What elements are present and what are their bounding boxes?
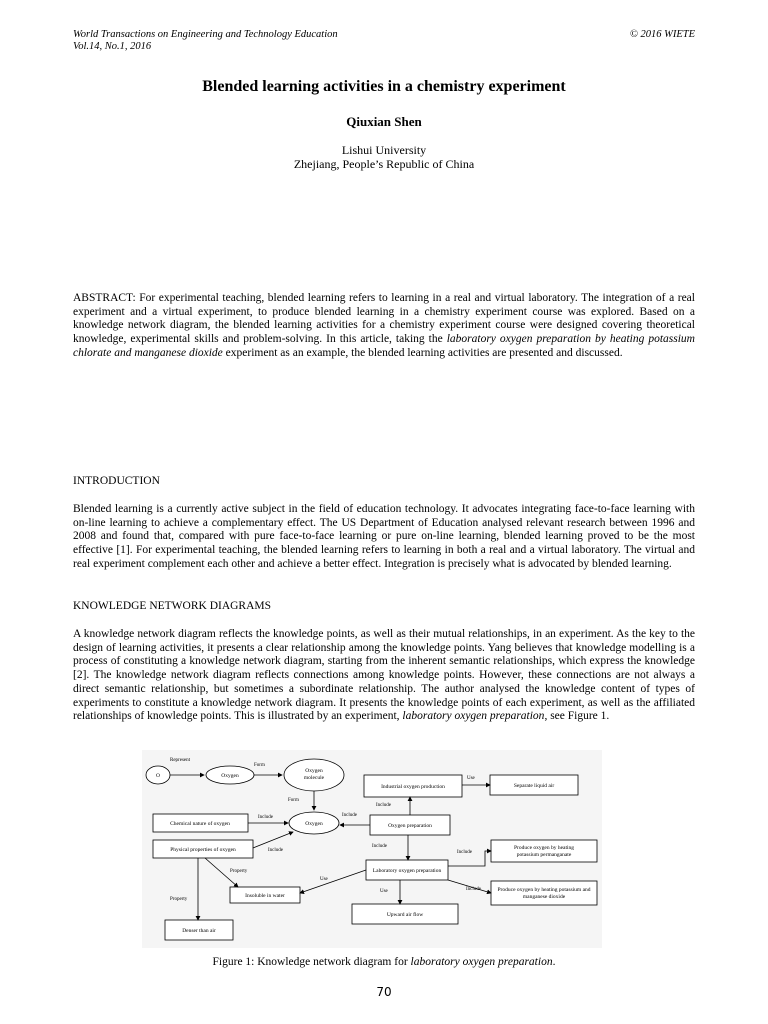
label-form-top: Form: [254, 763, 265, 768]
node-oxygen-mid-label: Oxygen: [305, 821, 323, 827]
knowledge-text-1: A knowledge network diagram reflects the knowledge points, as well as their mutual relationships, in an experiment. As the key to the design of learning activities, it presents a clear relationship among the knowledge points. Yang believes that knowledge modelling is a process of constituting a knowledge network diagram, starting from the inherent semantic relationships, which express the knowledge [2]. The knowledge network diagram reflects connections among knowledge points. However, these connections are not always a direct semantic relationship, but sometimes a subordinate relationship. The author analysed the knowledge content of types of experiments to constitute a knowledge network diagram. It presents the knowledge points of each experiment, as well as the affiliated relationships of knowledge points. This is illustrated by an experiment,: [73, 628, 695, 723]
copyright: © 2016 WIETE: [629, 29, 695, 40]
node-denser-label: Denser than air: [182, 928, 216, 934]
abstract-text-1: ABSTRACT: For experimental teaching, blended learning refers to learning in a real and virtual laboratory. The integration of a real experiment and a virtual experiment, to produce blended learning in a chemistry experiment course was explored. Based on a knowledge network diagram, the blended learning activities for a chemistry experiment course were designed covering theoretical knowledge, experimental skills and problem-solving. In this article, taking the: [73, 292, 695, 346]
paper-author: Qiuxian Shen: [346, 114, 422, 129]
node-oxygen-top-label: Oxygen: [221, 773, 239, 779]
label-include-chlor: Include: [466, 887, 481, 892]
label-use-upward: Use: [380, 889, 388, 894]
node-produce-chlorate: [491, 881, 597, 905]
paper-title: Blended learning activities in a chemistry experiment: [202, 78, 566, 95]
label-include-prep: Include: [342, 813, 357, 818]
label-property-1: Property: [230, 869, 248, 874]
node-produce-permanganate-label-2: potassium permanganate: [516, 852, 572, 858]
node-separate-liquid-label: Separate liquid air: [513, 783, 555, 789]
label-use-ind: Use: [467, 776, 475, 781]
caption-suffix: .: [552, 956, 556, 968]
node-o-label: O: [156, 773, 160, 779]
label-include-lab: Include: [372, 844, 387, 849]
label-include-ind: Include: [376, 803, 391, 808]
node-produce-chlorate-label-2: manganese dioxide: [522, 894, 566, 900]
journal-name: World Transactions on Engineering and Technology Education: [73, 29, 338, 40]
node-produce-permanganate: [491, 840, 597, 862]
knowledge-text-2: , see Figure 1.: [544, 710, 610, 723]
label-form-down: Form: [288, 798, 299, 803]
knowledge-heading: KNOWLEDGE NETWORK DIAGRAMS: [73, 600, 272, 612]
affiliation-line-2: Zhejiang, People’s Republic of China: [293, 157, 475, 171]
node-lab-preparation-label: Laboratory oxygen preparation: [372, 868, 442, 874]
abstract-text-2: experiment as an example, the blended learning activities are presented and discussed.: [222, 346, 623, 359]
node-chemical-nature-label: Chemical nature of oxygen: [170, 821, 230, 827]
caption-prefix: Figure 1: Knowledge network diagram for: [212, 956, 411, 968]
node-oxygen-molecule-label-2: molecule: [303, 775, 325, 781]
node-oxygen-molecule-label-1: Oxygen: [305, 768, 323, 774]
caption-italic: laboratory oxygen preparation: [410, 956, 553, 968]
figure-caption: [0, 956, 768, 968]
label-property-2: Property: [170, 897, 188, 902]
journal-header: [73, 29, 338, 53]
affiliation: [0, 143, 768, 171]
node-upward-air-label: Upward air flow: [386, 912, 424, 918]
node-physical-properties-label: Physical properties of oxygen: [170, 847, 236, 853]
journal-volume: Vol.14, No.1, 2016: [73, 41, 152, 52]
label-represent: Represent: [170, 758, 190, 763]
label-include-perm: Include: [457, 850, 472, 855]
affiliation-line-1: Lishui University: [341, 143, 427, 157]
node-produce-permanganate-label-1: Produce oxygen by heating: [513, 845, 575, 851]
label-include-phys: Include: [268, 848, 283, 853]
page-number: 70: [376, 985, 392, 999]
introduction-heading: INTRODUCTION: [73, 475, 160, 487]
label-use-lab: Use: [320, 877, 328, 882]
node-industrial-label: Industrial oxygen production: [381, 784, 445, 790]
label-include-chem: Include: [258, 815, 273, 820]
node-produce-chlorate-label-1: Produce oxygen by heating potassium and: [497, 887, 591, 893]
knowledge-text: [73, 628, 695, 724]
knowledge-network-diagram: [142, 750, 602, 948]
node-insoluble-label: Insoluble in water: [245, 893, 285, 899]
abstract-italic: laboratory oxygen preparation by heating potassium chlorate and manganese dioxide: [73, 333, 695, 359]
abstract: [73, 292, 695, 361]
node-oxygen-preparation-label: Oxygen preparation: [388, 823, 432, 829]
knowledge-italic: laboratory oxygen preparation: [402, 710, 545, 723]
introduction-text: Blended learning is a currently active subject in the field of education technology. It advocates integrating face-to-face learning with on-line learning to achieve a complementary effect. The US Department of Education analysed relevant research between 1996 and 2008 and found that, compared with pure face-to-face learning or pure on-line learning, blended learning proved to be the most effective [1]. For experimental teaching, the blended learning refers to learning in both a real and a virtual laboratory. The virtual and real experiment complement each other and achieve a better effect. Integration is precisely what is advocated by blended learning.: [73, 503, 695, 570]
